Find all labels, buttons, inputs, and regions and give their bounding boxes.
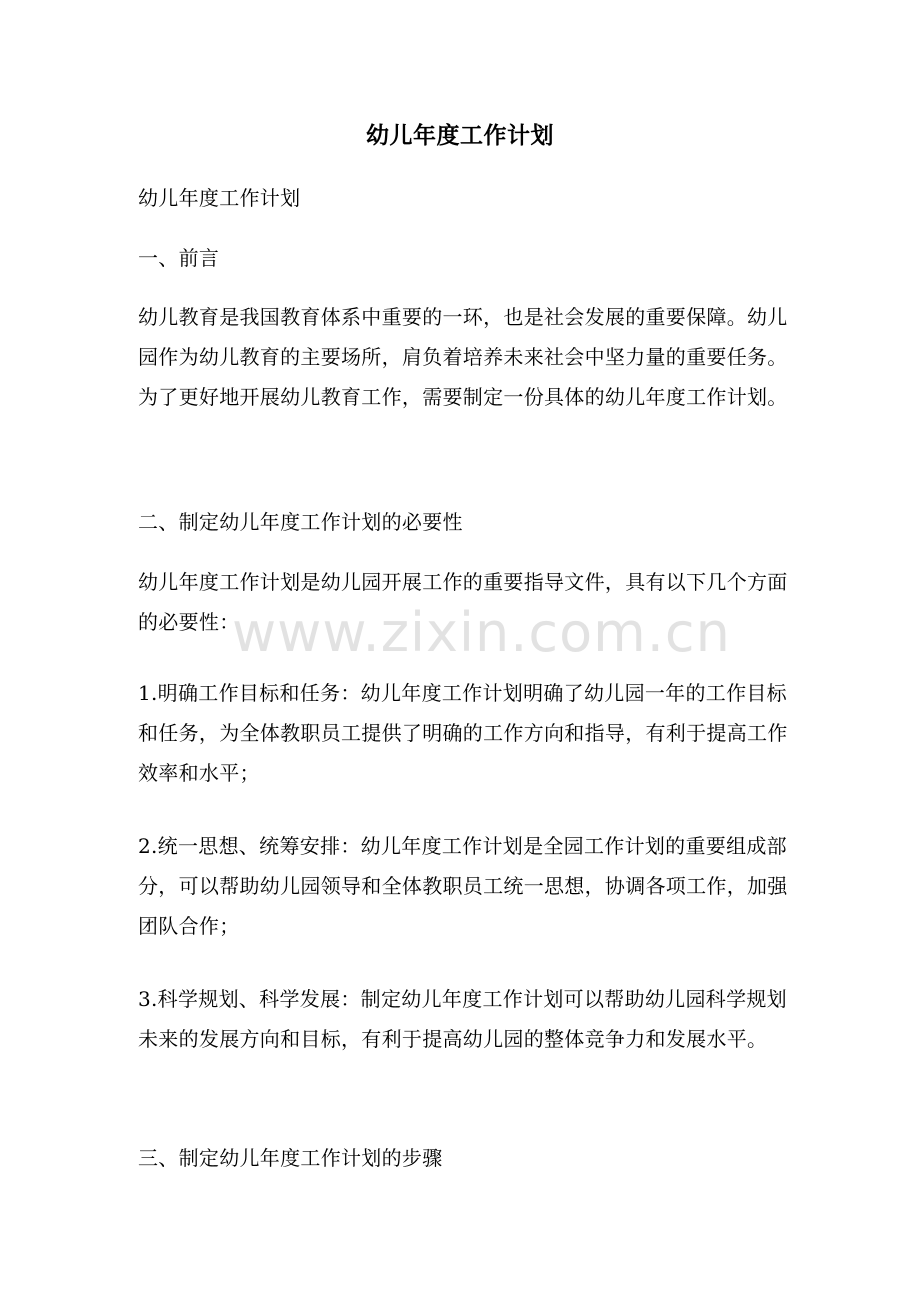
necessity-item-3: 3.科学规划、科学发展：制定幼儿年度工作计划可以帮助幼儿园科学规划未来的发展方向和目标，有利于提高幼儿园的整体竞争力和发展水平。 xyxy=(138,987,787,1051)
necessity-intro-paragraph: 幼儿年度工作计划是幼儿园开展工作的重要指导文件，具有以下几个方面的必要性： xyxy=(138,570,788,634)
site-watermark: www.zixin.com.cn xyxy=(232,601,731,664)
document-subtitle: 幼儿年度工作计划 xyxy=(138,186,301,210)
document-title: 幼儿年度工作计划 xyxy=(366,122,554,149)
necessity-item-2: 2.统一思想、统筹安排：幼儿年度工作计划是全园工作计划的重要组成部分，可以帮助幼儿园领导和全体教职员工统一思想，协调各项工作，加强团队合作； xyxy=(138,834,788,938)
preface-paragraph: 幼儿教育是我国教育体系中重要的一环，也是社会发展的重要保障。幼儿园作为幼儿教育的主要场所，肩负着培养未来社会中坚力量的重要任务。为了更好地开展幼儿教育工作，需要制定一份具体的幼儿年度工作计划。 xyxy=(138,305,788,409)
section-heading-steps: 三、制定幼儿年度工作计划的步骤 xyxy=(138,1146,443,1170)
section-heading-preface: 一、前言 xyxy=(138,246,220,270)
necessity-item-1: 1.明确工作目标和任务：幼儿年度工作计划明确了幼儿园一年的工作目标和任务，为全体教职员工提供了明确的工作方向和指导，有利于提高工作效率和水平； xyxy=(138,681,788,785)
section-heading-necessity: 二、制定幼儿年度工作计划的必要性 xyxy=(138,510,463,534)
